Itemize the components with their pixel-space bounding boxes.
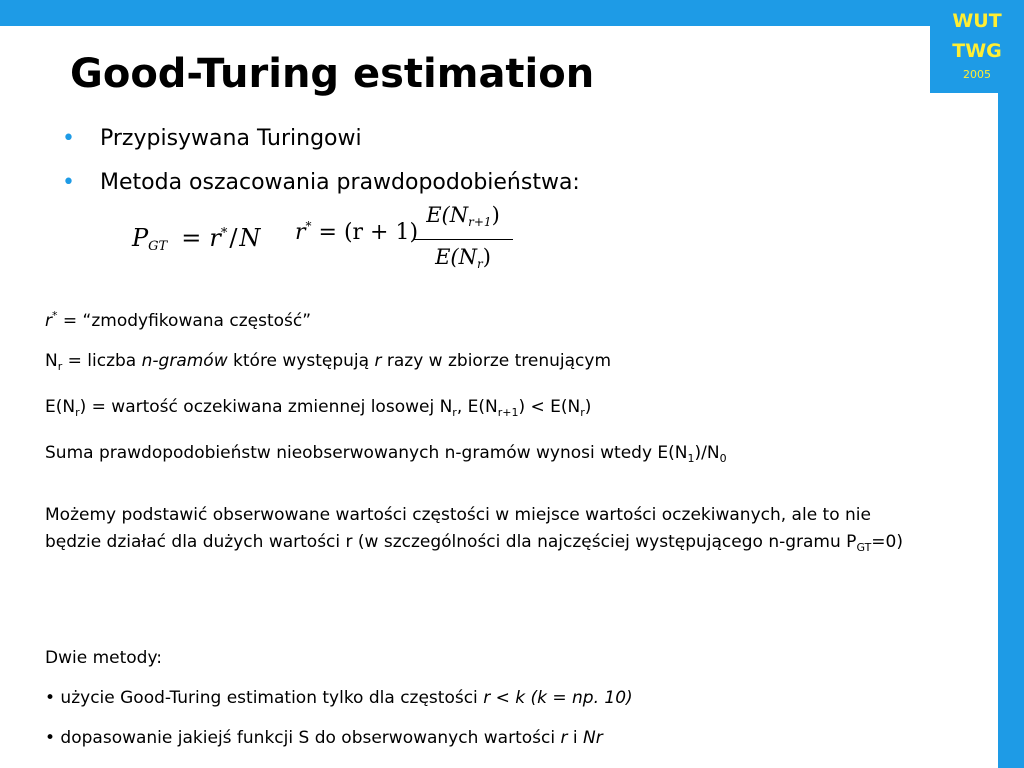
text-subscript: GT <box>856 541 872 554</box>
text-italic: r <box>483 688 491 708</box>
text: N <box>45 351 58 371</box>
logo-line-2: TWG <box>952 40 1002 62</box>
formula-symbol: N <box>239 224 261 252</box>
text-subscript: r <box>57 360 63 373</box>
formula-text: ) <box>491 203 500 227</box>
bullet-item: • Przypisywana Turingowi <box>60 117 580 161</box>
text-subscript: r+1 <box>497 406 519 419</box>
methods-section <box>45 638 633 758</box>
text: E(N <box>45 397 76 417</box>
text-italic: n-gramów <box>141 351 228 371</box>
formula-text: E(N <box>435 245 477 269</box>
formula-subscript: r <box>476 257 483 271</box>
definitions <box>45 296 727 479</box>
text: Możemy podstawić obserwowane wartości częstości w miejsce wartości oczekiwanych, ale to nie będzie działać dla dużych wartości r (w szczególności dla najczęściej występującego n-gramu P <box>45 505 871 552</box>
text: które występują <box>227 351 375 371</box>
text-subscript: r <box>75 406 80 419</box>
logo-year: 2005 <box>963 68 991 81</box>
bullet-item: • Metoda oszacowania prawdopodobieństwa: <box>60 161 580 205</box>
right-accent-bar <box>998 0 1024 768</box>
text-italic: Nr <box>583 728 603 748</box>
text-italic: k (k = np. 10) <box>515 688 633 708</box>
formula-equals: = <box>181 224 202 252</box>
text-superscript: * <box>52 309 58 322</box>
text-subscript: 1 <box>687 452 695 465</box>
formula-text: = (r + 1) <box>311 220 419 245</box>
formula-symbol: r <box>295 220 306 245</box>
formula-subscript: r+1 <box>468 215 492 229</box>
formula-text: ) <box>482 245 491 269</box>
formula-lhs <box>295 219 418 245</box>
fraction-numerator <box>413 200 513 237</box>
method-item <box>45 718 633 758</box>
formula-pgt <box>132 224 260 254</box>
text: , E(N <box>456 397 498 417</box>
text: • użycie Good-Turing estimation tylko dla częstości <box>45 688 484 708</box>
text: )/N <box>694 443 720 463</box>
formula-superscript: * <box>220 226 228 241</box>
text: razy w zbiorze trenującym <box>381 351 612 371</box>
bullet-list <box>60 117 580 205</box>
formula-slash: / <box>229 224 238 252</box>
fraction-denominator <box>413 242 513 279</box>
formula-text: E(N <box>426 203 469 227</box>
text-subscript: r <box>580 406 585 419</box>
formula-superscript: * <box>305 219 312 233</box>
definition-expectation <box>45 387 727 433</box>
text: ) <box>584 397 592 417</box>
text-italic: r <box>374 351 382 371</box>
definition-r-star <box>45 296 727 341</box>
text: i <box>567 728 584 748</box>
formula-symbol: r <box>209 224 221 252</box>
text-subscript: r <box>452 406 457 419</box>
text: =0) <box>871 532 903 552</box>
text-italic: r <box>45 311 52 331</box>
definition-nr <box>45 341 727 387</box>
wut-twg-logo <box>930 0 1024 93</box>
text: ) < E(N <box>518 397 581 417</box>
slide-title: Good-Turing estimation <box>70 51 595 97</box>
text: ) = wartość oczekiwana zmiennej losowej N <box>79 397 453 417</box>
formula-symbol: P <box>132 224 149 252</box>
formula-fraction <box>413 200 513 279</box>
top-accent-bar <box>0 0 1024 26</box>
text: < <box>490 688 516 708</box>
text: Suma prawdopodobieństw nieobserwowanych n-gramów wynosi wtedy E(N <box>45 443 688 463</box>
method-item <box>45 678 633 718</box>
text-subscript: 0 <box>719 452 727 465</box>
text: = liczba <box>62 351 142 371</box>
formula-subscript: GT <box>148 239 168 254</box>
logo-line-1: WUT <box>952 10 1002 32</box>
formula-r-star <box>295 200 525 272</box>
definition-unseen-sum <box>45 433 727 479</box>
methods-heading: Dwie metody: <box>45 648 163 668</box>
fraction-bar <box>413 239 513 240</box>
explanation-paragraph <box>45 502 905 561</box>
text: • dopasowanie jakiejś funkcji S do obserwowanych wartości <box>45 728 561 748</box>
text: = “zmodyfikowana częstość” <box>57 311 312 331</box>
text-italic: r <box>560 728 568 748</box>
